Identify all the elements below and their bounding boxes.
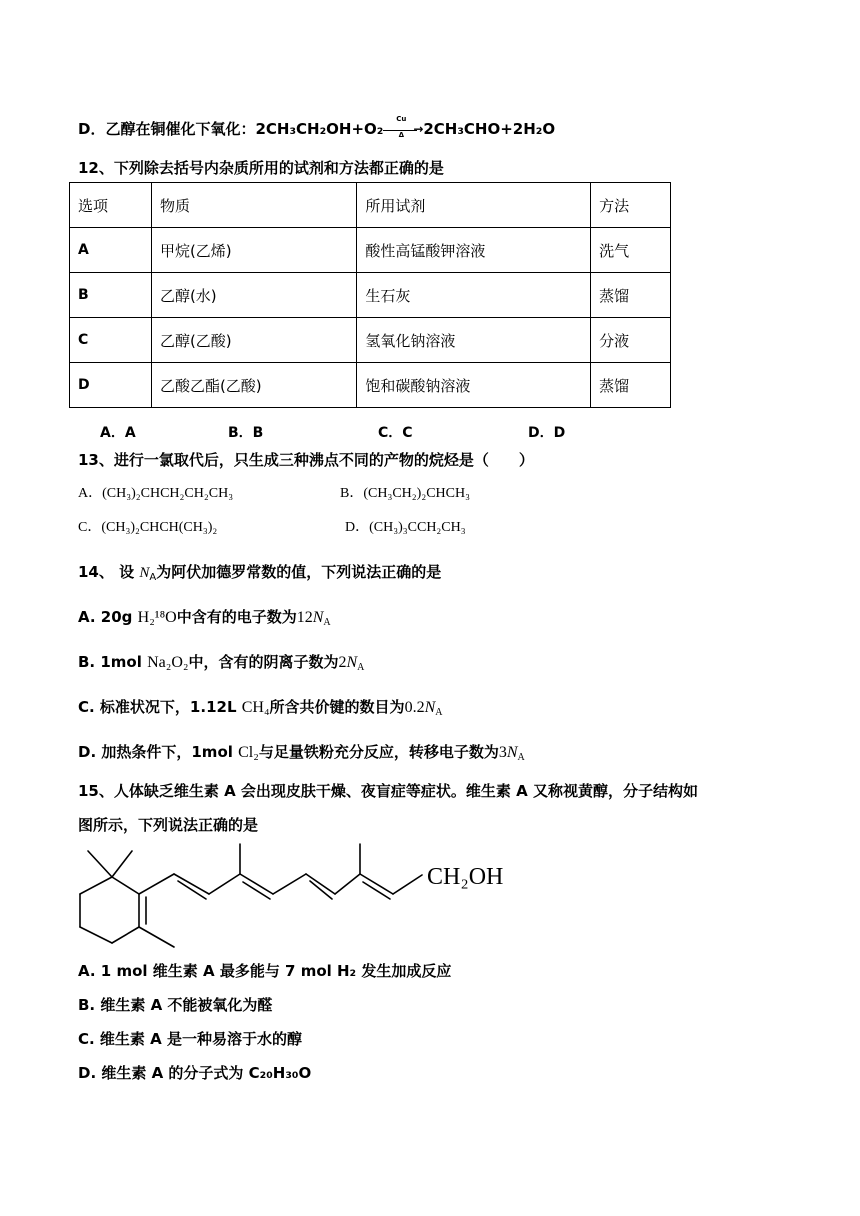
q11-d-eq-right: 2CH₃CHO+2H₂O: [423, 120, 556, 138]
q12-stem: 12、下列除去括号内杂质所用的试剂和方法都正确的是: [78, 159, 444, 177]
q15-option-d[interactable]: D. 维生素 A 的分子式为 C₂₀H₃₀O: [78, 1064, 312, 1082]
q14-b-mid: 中，含有的阴离子数为: [188, 653, 339, 671]
q14-d-prefix: D. 加热条件下，1mol: [78, 743, 233, 761]
q13-option-b[interactable]: B．(CH₃CH₂)₂CHCH₃: [340, 486, 470, 501]
na-subscript: A: [149, 572, 157, 583]
table-header: 方法: [591, 183, 671, 228]
q14-stem: [78, 561, 441, 582]
q15-stem-line2: 图所示，下列说法正确的是: [78, 816, 259, 834]
q14-a-species: H₂¹⁸O: [137, 609, 177, 626]
table-cell: A: [70, 228, 152, 273]
table-row: [70, 318, 671, 363]
na-symbol: N: [312, 609, 324, 626]
q15-stem-line1: 15、人体缺乏维生素 A 会出现皮肤干燥、夜盲症等症状。维生素 A 又称视黄醇，分子结构如: [78, 782, 698, 800]
q14-stem-prefix: 14、 设: [78, 563, 135, 581]
table-row: [70, 273, 671, 318]
q14-a-mid: 中含有的电子数为: [176, 608, 297, 626]
q12-choice-b[interactable]: B．B: [228, 425, 264, 441]
q13-stem: 13、进行一氯取代后，只生成三种沸点不同的产物的烷烃是（ ）: [78, 451, 534, 469]
ch2oh-label: CH₂OH: [427, 864, 504, 890]
table-cell: 乙醇(乙酸): [151, 318, 356, 363]
reaction-condition-arrow: Cu → Δ: [383, 122, 423, 138]
table-cell: 蒸馏: [591, 273, 671, 318]
table-cell: 蒸馏: [591, 363, 671, 408]
q12-options-table: [69, 182, 671, 408]
condition-heat: Δ: [398, 130, 405, 139]
table-row: [70, 228, 671, 273]
q14-b-prefix: B. 1mol: [78, 653, 142, 671]
q14-a-prefix: A. 20g: [78, 608, 133, 626]
table-cell: C: [70, 318, 152, 363]
q12-choice-c[interactable]: C．C: [378, 425, 413, 441]
q14-d-num: 3: [498, 744, 507, 761]
table-header-row: [70, 183, 671, 228]
q15-option-a[interactable]: A. 1 mol 维生素 A 最多能与 7 mol H₂ 发生加成反应: [78, 962, 452, 980]
q14-b-species: Na₂O₂: [147, 654, 189, 671]
q14-c-num: 0.2: [404, 699, 425, 716]
na-symbol: N: [139, 565, 150, 581]
q14-c-prefix: C. 标准状况下，1.12L: [78, 698, 237, 716]
q12-choice-d[interactable]: D．D: [528, 425, 566, 441]
q15-option-b[interactable]: B. 维生素 A 不能被氧化为醛: [78, 996, 273, 1014]
na-subscript: A: [517, 752, 525, 763]
table-header: 所用试剂: [357, 183, 591, 228]
q14-d-species: Cl₂: [238, 744, 259, 761]
na-symbol: N: [506, 744, 518, 761]
table-cell: 酸性高锰酸钾溶液: [357, 228, 591, 273]
q14-d-mid: 与足量铁粉充分反应，转移电子数为: [258, 743, 499, 761]
q14-option-c[interactable]: [78, 696, 442, 717]
q14-option-b[interactable]: [78, 651, 364, 672]
na-symbol: N: [424, 699, 436, 716]
table-header: 选项: [70, 183, 152, 228]
q14-stem-suffix: 为阿伏加德罗常数的值，下列说法正确的是: [156, 563, 442, 581]
table-row: [70, 363, 671, 408]
na-subscript: A: [357, 662, 365, 673]
table-cell: 分液: [591, 318, 671, 363]
table-cell: 生石灰: [357, 273, 591, 318]
q14-a-num: 12: [296, 609, 313, 626]
q14-c-species: CH₄: [241, 699, 270, 716]
na-subscript: A: [323, 617, 331, 628]
table-cell: D: [70, 363, 152, 408]
q11-option-d: [78, 114, 556, 139]
q13-option-a[interactable]: A．(CH₃)₂CHCH₂CH₂CH₃: [78, 486, 234, 501]
table-cell: 乙醇(水): [151, 273, 356, 318]
table-cell: 甲烷(乙烯): [151, 228, 356, 273]
q11-d-prefix: D．乙醇在铜催化下氧化：: [78, 120, 256, 138]
q15-option-c[interactable]: C. 维生素 A 是一种易溶于水的醇: [78, 1030, 302, 1048]
q14-option-a[interactable]: [78, 606, 331, 627]
q13-option-d[interactable]: D．(CH₃)₃CCH₂CH₃: [345, 520, 466, 535]
q14-b-num: 2: [338, 654, 347, 671]
table-cell: B: [70, 273, 152, 318]
vitamin-a-structure: [70, 842, 540, 952]
table-header: 物质: [151, 183, 356, 228]
q11-d-eq-left: 2CH₃CH₂OH+O₂: [255, 120, 384, 138]
table-cell: 乙酸乙酯(乙酸): [151, 363, 356, 408]
table-cell: 洗气: [591, 228, 671, 273]
q14-c-mid: 所含共价键的数目为: [269, 698, 405, 716]
q12-choice-a[interactable]: A．A: [100, 425, 136, 441]
q14-option-d[interactable]: [78, 741, 525, 762]
q13-option-c[interactable]: C．(CH₃)₂CHCH(CH₃)₂: [78, 520, 218, 535]
table-cell: 氢氧化钠溶液: [357, 318, 591, 363]
na-subscript: A: [435, 707, 443, 718]
na-symbol: N: [346, 654, 358, 671]
table-cell: 饱和碳酸钠溶液: [357, 363, 591, 408]
condition-catalyst: Cu: [396, 114, 407, 123]
